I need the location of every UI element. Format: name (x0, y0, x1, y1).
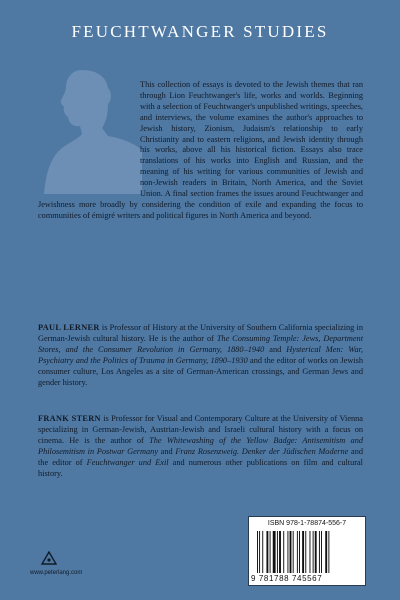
barcode-bar (305, 531, 306, 573)
barcode-bar (283, 531, 284, 573)
book-description (38, 80, 363, 222)
barcode-bar (279, 531, 281, 573)
description-text: This collection of essays is devoted to the Jewish themes that ran through Lion Feuchtwanger's life, works and worlds. Beginning with a selection of Feuchtwanger's unpublished writings, speeches, and interviews, the volume examines the author's approaches to Jewish history, Zionism, Judaism's relationship to early Christianity and to eastern religions, and Jewish identity through his works, above all his historical fiction. Essays also trace translations of his works into English and Russian, and the meaning of his writing for various communities of Jewish and non-Jewish readers in Britain, North America, and the Soviet Union. A final section frames the issues around Feuchtwanger and Jewishness more broadly by considering the condition of exile and expanding the focus to communities of émigré writers and political figures in North America and beyond. (38, 80, 363, 220)
book-title: The Consuming Temple: Jews, Department Stores, and the Consumer Revolution in Germany, 1880–1940 (38, 334, 363, 354)
barcode-bar (297, 531, 298, 573)
isbn-barcode (248, 516, 366, 586)
bio-text: and the editor of (38, 447, 363, 467)
barcode-bar (287, 531, 288, 573)
barcode-bar (325, 531, 327, 573)
bio-text: is Professor for Visual and Contemporary Culture at the University of Vienna specializing in German-Jewish, Austrian-Jewish and Israeli cultural history with a focus on cinema. He is the author of (38, 414, 363, 445)
isbn-number: ISBN 978-1-78874-556-7 (267, 520, 347, 527)
barcode-bar (299, 531, 300, 573)
bio-text: and the editor of works on Jewish consumer culture, Los Angeles as a site of German-American crossings, and German Jews and gender history. (38, 356, 363, 387)
publisher-website: www.peterlang.com (30, 570, 83, 576)
barcode-bar (259, 531, 260, 573)
series-title: FEUCHTWANGER STUDIES (71, 22, 329, 41)
author-name: FRANK STERN (38, 414, 101, 423)
barcode-bar (290, 531, 292, 573)
book-title: Feuchtwanger und Exil (86, 458, 169, 467)
barcode-bar (277, 531, 278, 573)
barcode-bar (266, 531, 268, 573)
barcode-bar (257, 531, 258, 573)
barcode-bar (315, 531, 317, 573)
peter-lang-logo-icon (41, 551, 57, 565)
book-title: The Whitewashing of the Yellow Badge: Antisemitism and Philosemitism in Postwar Germany (38, 436, 363, 456)
bio-text: and (264, 345, 287, 354)
author-bio-frank-stern (38, 413, 363, 479)
barcode-bar (270, 531, 271, 573)
barcode-bar (313, 531, 314, 573)
barcode-bar (273, 531, 276, 573)
book-title: Franz Rosenzweig. Denker der Jüdischen Moderne (175, 447, 349, 456)
bio-text: and numerous other publications on film and cultural history. (38, 458, 363, 478)
barcode-bars (257, 531, 359, 573)
barcode-bar (319, 531, 320, 573)
barcode-bar (293, 531, 294, 573)
author-name: PAUL LERNER (38, 323, 100, 332)
barcode-bar (321, 531, 322, 573)
barcode-bar (262, 531, 263, 573)
barcode-bar (302, 531, 304, 573)
book-title: Hysterical Men: War, Psychiatry and the Politics of Trauma in Germany, 1890–1930 (38, 345, 363, 365)
barcode-bar (310, 531, 311, 573)
bio-text: and (158, 447, 176, 456)
bio-text: is Professor of History at the University of Southern California specializing in German-Jewish cultural history. He is the author of (38, 323, 363, 343)
author-bio-paul-lerner (38, 322, 363, 388)
barcode-bar (328, 531, 329, 573)
barcode-digits: 9 781788 745567 (251, 574, 323, 583)
